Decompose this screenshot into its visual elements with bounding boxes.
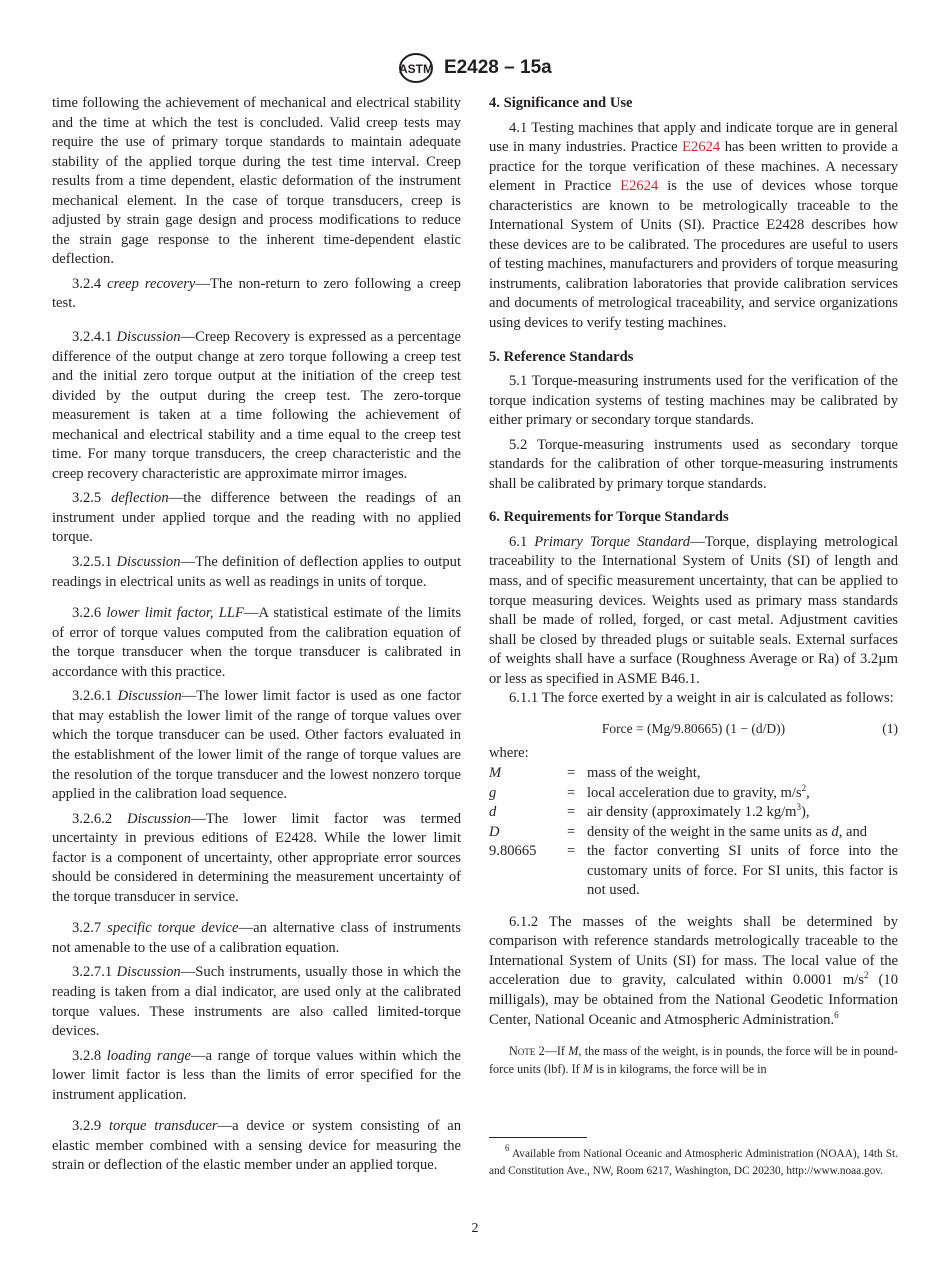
paragraph-6-1-2: 6.1.2 The masses of the weights shall be determined by comparison with reference standards metrologically traceable to the International System of Units (SI) for mass. The local value of the acceleration due to gravity, calculated within 0.0001 $m/s^2$ (10 milligals), may be obtained from the National Geodetic Information Center, National Oceanic and Atmospheric Administration.$^6$: [489, 913, 898, 1028]
equation-number: (1): [882, 720, 898, 736]
variable-row: M = mass of the weight,: [489, 764, 701, 781]
discussion-3-2-4-1: 3.2.4.1 Discussion—Creep Recovery is expressed as a percentage difference of the output change at zero torque following a creep test and the initial zero torque output at the initiation of the creep test divided by the output during the creep test. The zero-torque measurement is taken at a time following the achievement of mechanical and electrical stability and a time equal to the creep test time. For many torque transducers, the creep characteristic and the creep recovery characteristic are approximate mirror images.: [52, 329, 461, 482]
variable-row: d = air density (approximately 1.2 $kg/m^3$),: [489, 802, 810, 821]
equation-1: [489, 719, 898, 739]
left-column: [52, 94, 461, 1176]
definition-loading-range: 3.2.8 loading range—a range of torque values within which the lower limit factor is less than the limits of error specified for the instrument application.: [52, 1047, 461, 1103]
paragraph-5-1: 5.1 Torque-measuring instruments used for the verification of the torque indication systems of testing machines may be calibrated by either primary or secondary torque standards.: [489, 373, 898, 429]
definition-torque-transducer: 3.2.9 torque transducer—a device or system consisting of an elastic member combined with a sensing device for measuring the strain or deflection of the elastic member under an applied torque.: [52, 1118, 462, 1174]
footnote-6: $^6$ Available from National Oceanic and Atmospheric Administration (NOAA), 14th St. and Constitution Ave., NW, Room 6217, Washington, DC 20230, http://www.noaa.gov.: [489, 1143, 898, 1177]
definition-deflection: 3.2.5 deflection—the difference between the readings of an instrument under applied torque and the reading with no applied torque.: [52, 490, 461, 546]
discussion-3-2-5-1: 3.2.5.1 Discussion—The definition of deflection applies to output readings in electrical units as well as readings in units of torque.: [52, 554, 462, 590]
discussion-3-2-7-1: 3.2.7.1 Discussion—Such instruments, usually those in which the reading is taken from a dial indicator, are used only at the calibrated torque values. These instruments are also called limited-torque devices.: [52, 964, 462, 1040]
definition-lower-limit-factor: 3.2.6 lower limit factor, LLF—A statistical estimate of the limits of error of torque values computed from the calibration equation of the torque transducer when the torque transducer is calibrated in accordance with this practice.: [52, 605, 462, 680]
svg-text:ASTM: ASTM: [399, 62, 434, 76]
page-header: [0, 52, 950, 84]
paragraph-4-1: 4.1 Testing machines that apply and indicate torque are in general use in many industries. Practice E2624 has been written to provide a practice for the torque verification of these machines. A necessary element in Practice E2624 is the use of devices whose torque characteristics are known to be metrologically traceable to the International System of Units (SI). Practice E2428 describes how these devices are to be calibrated. The procedures are useful to users of testing machines, manufacturers and providers of torque measuring instruments, calibration laboratories that provide calibration services and documents of metrological traceability, and service organizations using devices to verify testing machines.: [489, 119, 899, 332]
link-e2624[interactable]: E2624: [620, 178, 659, 195]
paragraph-5-2: 5.2 Torque-measuring instruments used as secondary torque standards for the calibration of other torque-measuring instruments shall be calibrated by primary torque standards.: [489, 436, 898, 492]
paragraph-6-1-1: 6.1.1 The force exerted by a weight in air is calculated as follows:: [509, 690, 894, 707]
astm-logo-icon: [398, 52, 434, 84]
document-designation: E2428 – 15a: [443, 57, 552, 79]
variable-row: g = local acceleration due to gravity, $m/s^2$,: [489, 782, 810, 801]
variable-row: 9.80665 = the factor converting SI units of force into the customary units of force. For SI units, this factor is not used.: [489, 843, 898, 899]
definition-specific-torque-device: 3.2.7 specific torque device—an alternative class of instruments not amenable to the use of a calibration equation.: [52, 920, 461, 956]
right-column: [489, 94, 898, 1078]
discussion-3-2-6-1: 3.2.6.1 Discussion—The lower limit factor is used as one factor that may establish the lower limit of the range of torque values over which the torque transducer can be used. Other factors evaluated in the establishment of the lower limit of the range of torque values are the resolution of the torque transducer and the lowest nonzero torque applied in the calibration load sequence.: [52, 688, 461, 803]
note-2: Note 2—If M, the mass of the weight, is in pounds, the force will be in pound-force units (lbf). If M is in kilograms, the force will be in: [489, 1044, 899, 1077]
section-heading-6: 6. Requirements for Torque Standards: [489, 509, 729, 526]
variable-row: D = density of the weight in the same units as d, and: [489, 823, 868, 840]
page-number: 2: [471, 1221, 479, 1236]
link-e2624[interactable]: E2624: [682, 139, 721, 156]
definition-creep-recovery: 3.2.4 creep recovery—The non-return to zero following a creep test.: [52, 275, 461, 312]
paragraph: time following the achievement of mechanical and electrical stability and the time at which the test is concluded. Valid creep tests may require the use of primary torque standards to maintain adequate stability of the applied torque during the test time interval. Creep results from a time dependent, elastic deformation of the instrument mechanical element. In the case of torque transducers, creep is adjusted by strain gage design and process modifications to reduce the strain gage response to the inherent time-dependent elastic deflection.: [52, 95, 461, 268]
footnote-ref[interactable]: 6: [834, 1009, 839, 1020]
where-label: where:: [489, 745, 529, 762]
section-heading-5: 5. Reference Standards: [489, 348, 634, 365]
section-heading-4: 4. Significance and Use: [489, 95, 633, 111]
discussion-3-2-6-2: 3.2.6.2 Discussion—The lower limit factor was termed uncertainty in previous editions of E2428. While the lower limit factor is a component of uncertainty, other appropriate error sources should be considered in determining the measurement uncertainty of the torque transducer in service.: [52, 810, 461, 905]
paragraph-6-1: 6.1 Primary Torque Standard—Torque, displaying metrological traceability to the International System of Units (SI) of length and mass, and of specific measurement uncertainty, that can be applied to torque measuring devices. Weights used as primary mass standards shall be made of rolled, forged, or cast metal. Adjustment cavities shall be closed by threaded plugs or suitable seals. External surfaces of weights shall have a surface (Roughness Average or Ra) of 3.2µm or less as specified in ASME B46.1.: [489, 533, 898, 687]
variable-definitions: [489, 764, 898, 901]
footnote-separator: [489, 1137, 587, 1138]
equation-text: Force = (Mg/9.80665) (1 − (d/D)): [601, 720, 786, 736]
